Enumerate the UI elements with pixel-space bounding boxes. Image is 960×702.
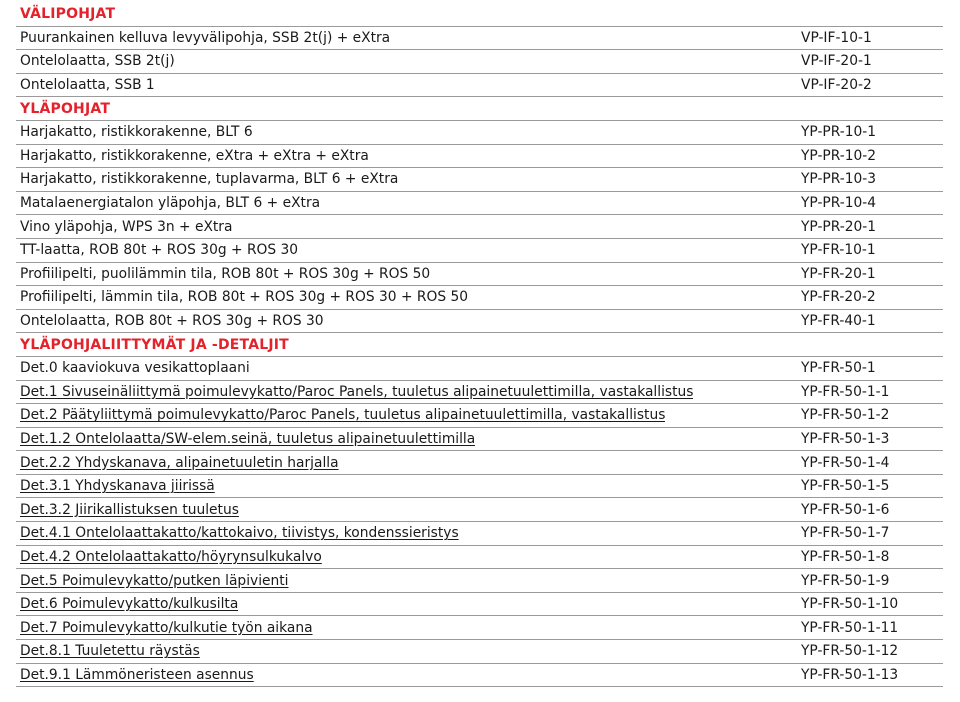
table-row — [16, 215, 943, 239]
table-row[interactable] — [16, 616, 943, 640]
row-code: YP-FR-50-1-10 — [801, 596, 899, 613]
row-code: YP-FR-50-1-7 — [801, 525, 890, 542]
row-code: YP-FR-50-1-2 — [801, 407, 890, 424]
row-code: YP-PR-10-2 — [801, 147, 877, 164]
table-row[interactable] — [16, 522, 943, 546]
row-description: Det.7 Poimulevykatto/kulkutie työn aikana — [20, 619, 313, 636]
row-code: YP-FR-50-1-9 — [801, 572, 890, 589]
row-description: Harjakatto, ristikkorakenne, BLT 6 — [20, 124, 253, 141]
row-code: YP-FR-20-2 — [801, 289, 876, 306]
table-row[interactable] — [16, 428, 943, 452]
table-row — [16, 168, 943, 192]
row-code: YP-FR-50-1-5 — [801, 478, 890, 495]
table-row[interactable] — [16, 451, 943, 475]
row-description: Det.2.2 Yhdyskanava, alipainetuuletin harjalla — [20, 454, 339, 471]
row-description: Det.0 kaaviokuva vesikattoplaani — [20, 360, 250, 377]
table-row[interactable] — [16, 640, 943, 664]
table-row — [16, 27, 943, 51]
table-row[interactable] — [16, 404, 943, 428]
row-description: Det.1.2 Ontelolaatta/SW-elem.seinä, tuuletus alipainetuulettimilla — [20, 430, 476, 447]
row-description: Vino yläpohja, WPS 3n + eXtra — [20, 218, 233, 235]
row-code: YP-PR-20-1 — [801, 218, 877, 235]
row-code: YP-PR-10-3 — [801, 171, 877, 188]
table-row — [16, 286, 943, 310]
row-description: Harjakatto, ristikkorakenne, eXtra + eXtra + eXtra — [20, 147, 369, 164]
row-description: Det.4.1 Ontelolaattakatto/kattokaivo, tiivistys, kondenssieristys — [20, 525, 459, 542]
row-code: YP-FR-40-1 — [801, 313, 876, 330]
section-heading: VÄLIPOHJAT — [16, 3, 943, 27]
row-code: VP-IF-10-1 — [801, 29, 872, 46]
row-code: YP-FR-50-1-12 — [801, 643, 899, 660]
row-description: Puurankainen kelluva levyvälipohja, SSB 2t(j) + eXtra — [20, 29, 391, 46]
row-description: Ontelolaatta, ROB 80t + ROS 30g + ROS 30 — [20, 313, 324, 330]
table-row — [16, 192, 943, 216]
table-row[interactable] — [16, 475, 943, 499]
row-code: YP-PR-10-1 — [801, 124, 877, 141]
table-row — [16, 74, 943, 98]
row-code: YP-FR-20-1 — [801, 265, 876, 282]
row-code: YP-FR-50-1-3 — [801, 430, 890, 447]
row-description: Harjakatto, ristikkorakenne, tuplavarma, BLT 6 + eXtra — [20, 171, 399, 188]
table-row[interactable] — [16, 546, 943, 570]
table-row[interactable] — [16, 381, 943, 405]
table-row[interactable] — [16, 664, 943, 688]
row-description: Det.1 Sivuseinäliittymä poimulevykatto/Paroc Panels, tuuletus alipainetuulettimilla, vastakallistus — [20, 383, 694, 400]
row-code: YP-PR-10-4 — [801, 195, 877, 212]
table-row — [16, 121, 943, 145]
row-code: YP-FR-50-1-8 — [801, 548, 890, 565]
row-code: YP-FR-50-1 — [801, 360, 876, 377]
row-code: YP-FR-50-1-11 — [801, 619, 899, 636]
row-code: VP-IF-20-2 — [801, 77, 872, 94]
row-description: TT-laatta, ROB 80t + ROS 30g + ROS 30 — [20, 242, 299, 259]
row-description: Det.6 Poimulevykatto/kulkusilta — [20, 596, 239, 613]
table-row[interactable] — [16, 569, 943, 593]
document-index-table — [16, 3, 943, 687]
table-row — [16, 263, 943, 287]
row-description: Det.9.1 Lämmöneristeen asennus — [20, 666, 254, 683]
row-description: Det.2 Päätyliittymä poimulevykatto/Paroc Panels, tuuletus alipainetuulettimilla, vastakallistus — [20, 407, 666, 424]
row-description: Profiilipelti, puolilämmin tila, ROB 80t + ROS 30g + ROS 50 — [20, 265, 431, 282]
row-description: Det.8.1 Tuuletettu räystäs — [20, 643, 200, 660]
row-code: YP-FR-50-1-6 — [801, 501, 890, 518]
row-description: Det.5 Poimulevykatto/putken läpivienti — [20, 572, 289, 589]
row-description: Profiilipelti, lämmin tila, ROB 80t + ROS 30g + ROS 30 + ROS 50 — [20, 289, 469, 306]
row-description: Det.3.2 Jiirikallistuksen tuuletus — [20, 501, 239, 518]
table-row[interactable] — [16, 498, 943, 522]
section-heading: YLÄPOHJALIITTYMÄT JA -DETALJIT — [16, 333, 943, 357]
row-code: VP-IF-20-1 — [801, 53, 872, 70]
section-heading: YLÄPOHJAT — [16, 97, 943, 121]
row-description: Matalaenergiatalon yläpohja, BLT 6 + eXtra — [20, 195, 321, 212]
table-row — [16, 310, 943, 334]
row-description: Det.3.1 Yhdyskanava jiirissä — [20, 478, 215, 495]
table-row[interactable] — [16, 357, 943, 381]
table-row — [16, 50, 943, 74]
table-row[interactable] — [16, 593, 943, 617]
table-row — [16, 145, 943, 169]
table-row — [16, 239, 943, 263]
row-description: Ontelolaatta, SSB 1 — [20, 77, 155, 94]
row-description: Det.4.2 Ontelolaattakatto/höyrynsulkukalvo — [20, 548, 322, 565]
row-code: YP-FR-50-1-1 — [801, 383, 890, 400]
row-code: YP-FR-50-1-4 — [801, 454, 890, 471]
row-description: Ontelolaatta, SSB 2t(j) — [20, 53, 175, 70]
row-code: YP-FR-10-1 — [801, 242, 876, 259]
row-code: YP-FR-50-1-13 — [801, 666, 899, 683]
